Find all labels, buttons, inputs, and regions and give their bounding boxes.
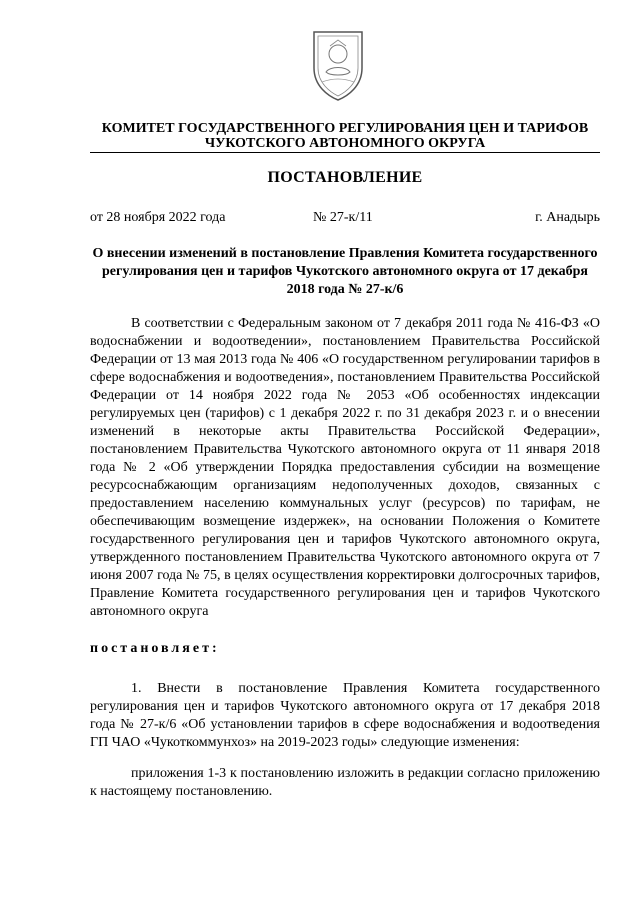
committee-name-line1: КОМИТЕТ ГОСУДАРСТВЕННОГО РЕГУЛИРОВАНИЯ ЦЕН И ТАРИФОВ xyxy=(101,121,589,136)
committee-name-line2: ЧУКОТСКОГО АВТОНОМНОГО ОКРУГА xyxy=(204,136,486,151)
item-1-sub-paragraph: приложения 1-3 к постановлению изложить в редакции согласно приложению к настоящему постановлению. xyxy=(90,766,600,799)
document-subject: О внесении изменений в постановление Правления Комитета государственного регулирования цен и тарифов Чукотского автономного округа от 17 декабря 2018 года № 27-к/6 xyxy=(92,246,598,297)
document-city: г. Анадырь xyxy=(535,210,600,225)
document-date: от 28 ноября 2022 года xyxy=(90,210,226,225)
preamble-paragraph: В соответствии с Федеральным законом от 7 декабря 2011 года № 416-ФЗ «О водоснабжении и водоотведении», постановлением Правительства Российской Федерации от 13 мая 2013 года № 406 «О государственном регулировании тарифов в сфере водоснабжения и водоотведения», постановлением Правительства Российской Федерации от 14 ноября 2022 года № 2053 «Об особенностях индексации регулируемых цен (тарифов) с 1 декабря 2022 г. по 31 декабря 2023 г. и о внесении изменений в некоторые акты Правительства Российской Федерации», постановлением Правительства Чукотского автономного округа от 11 января 2018 года № 2 «Об утверждении Порядка предоставления субсидии на возмещение ресурсоснабжающим организациям недополученных доходов, связанных с предоставлением населению коммунальных услуг (ресурсов) по тарифам, не обеспечивающим возмещение издержек», на основании Положения о Комитете государственного регулирования цен и тарифов Чукотского автономного округа, утвержденного постановлением Правительства Чукотского автономного округа от 7 июня 2007 года № 75, в целях осуществления корректировки долгосрочных тарифов, Правление Комитета государственного регулирования цен и тарифов Чукотского автономного округа xyxy=(90,316,600,619)
document-type: ПОСТАНОВЛЕНИЕ xyxy=(267,169,423,186)
chukotka-coat-of-arms-icon xyxy=(308,24,368,104)
document-number: № 27-к/11 xyxy=(313,210,373,225)
item-1-paragraph: 1. Внести в постановление Правления Комитета государственного регулирования цен и тарифов Чукотского автономного округа от 17 декабря 2018 года № 27-к/6 «Об установлении тарифов в сфере водоснабжения и водоотведения ГП ЧАО «Чукоткоммунхоз» на 2019-2023 годы» следующие изменения: xyxy=(90,681,600,750)
committee-name xyxy=(90,121,600,151)
resolves-heading: постановляет: xyxy=(90,641,220,656)
header-divider xyxy=(90,152,600,153)
